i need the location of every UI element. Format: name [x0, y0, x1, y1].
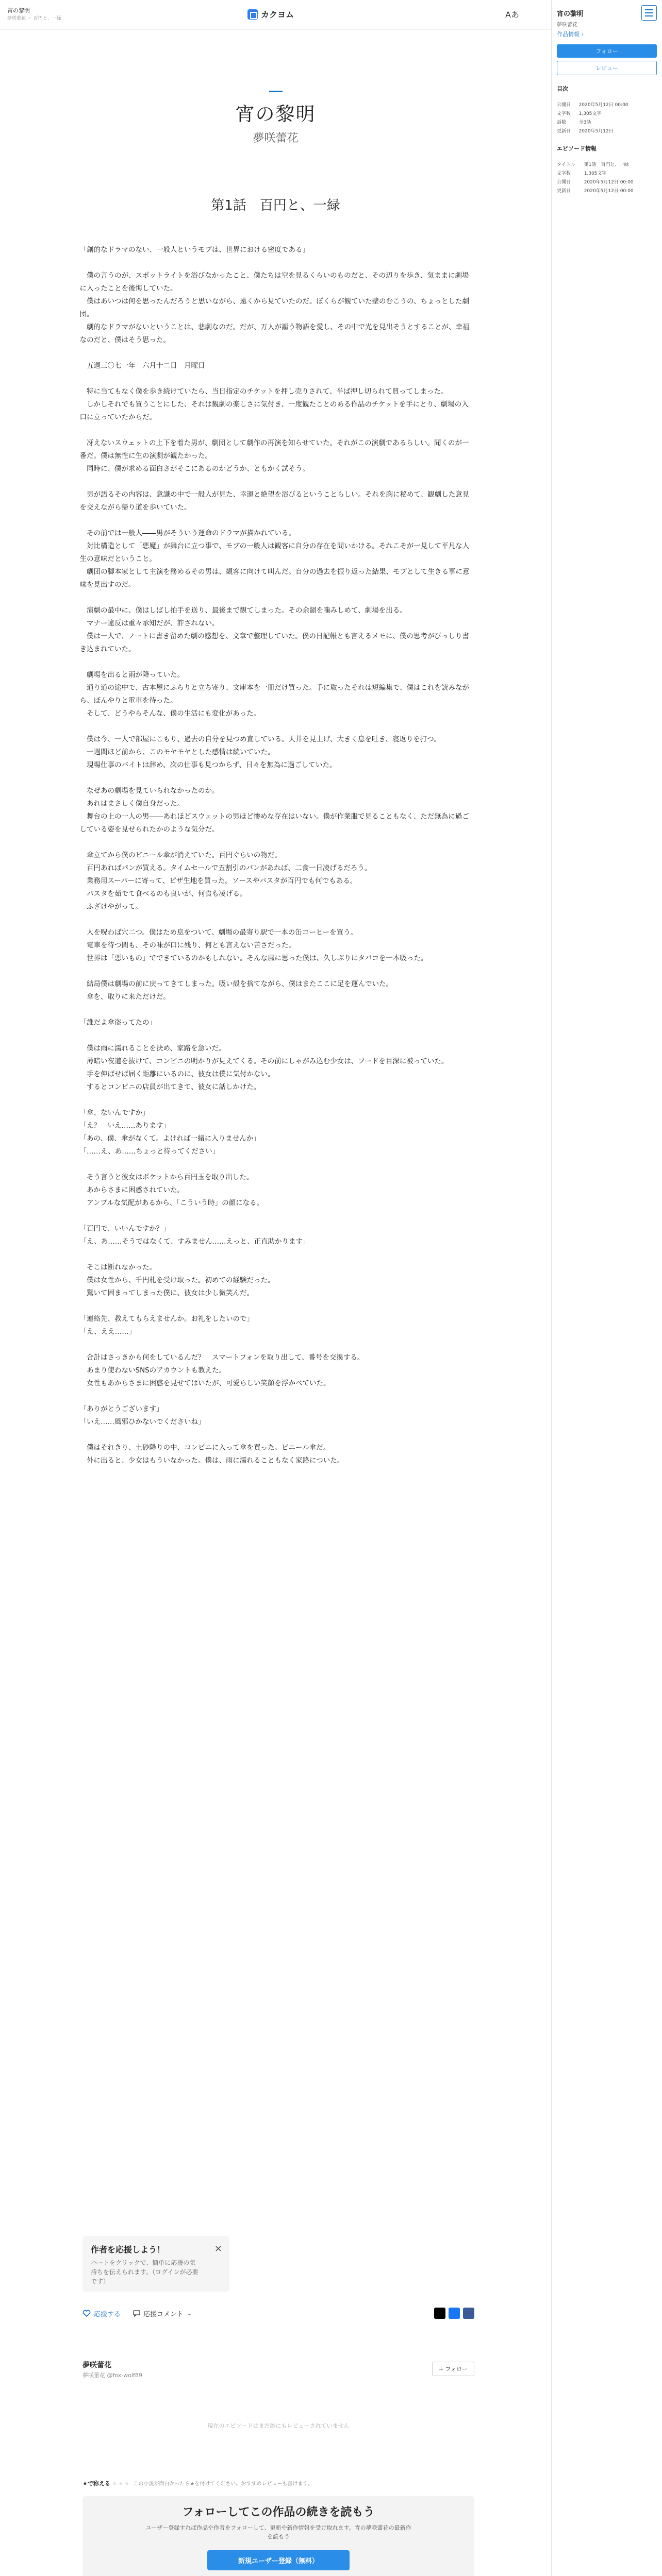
body-paragraph: 劇的なドラマがないということは、悲劇なのだ。だが、万人が謳う物語を愛し、その中で光を見出そうとすることが、幸福なのだと、僕はそう思った。: [79, 323, 470, 344]
body-paragraph: その前では一般人――男がそういう運命のドラマが描かれている。: [79, 529, 295, 537]
chevron-down-icon: ⌄: [187, 2309, 192, 2317]
comment-button[interactable]: [133, 2309, 192, 2318]
body-paragraph: 一週間ほど前から、このモヤモヤとした感情は続いていた。: [79, 748, 275, 756]
body-paragraph: [80, 591, 472, 604]
close-icon[interactable]: ×: [214, 2243, 222, 2254]
author-id: 夢咲蕾花 @fox-wolf89: [82, 2372, 142, 2379]
meta-value: 2020年5月12日 00:00: [584, 189, 634, 194]
body-paragraph: そこは断れなかった。: [79, 1263, 156, 1272]
cheer-button[interactable]: [82, 2309, 121, 2318]
body-paragraph: 通り道の途中で、古本屋にふらりと立ち寄り、文庫本を一冊だけ買った。手に取ったそれは短編集で、僕はこれを読みながら、ぼんやりと電車を待った。: [79, 684, 469, 705]
body-paragraph: 劇団の脚本家として主演を務めるその男は、観客に向けて叫んだ。自分の過去を振り返った結果、モブとして生きる事に意味を見出すのだ。: [79, 568, 470, 589]
header-info[interactable]: [7, 7, 61, 21]
episode-actions: [82, 2306, 474, 2321]
body-paragraph: [80, 372, 472, 385]
body-paragraph: 男が語るその内容は、意識の中で一般人が見た、幸運と絶望を浴びるということらしい。それを胸に秘めて、観劇した意見を交えながら帰り道を歩いていた。: [79, 490, 470, 512]
body-paragraph: 結局僕は劇場の前に戻ってきてしまった。吸い殻を捨てながら、僕はまたここに足を運んでいた。: [79, 980, 393, 988]
sidebar-review-button[interactable]: レビュー: [557, 61, 657, 75]
plus-icon: +: [438, 2366, 445, 2372]
table-row: [557, 177, 657, 186]
meta-value: 第1話 百円と、一緑: [584, 162, 629, 167]
breadcrumb[interactable]: 夢咲蕾花 ・ 百円と、一緑: [7, 16, 61, 21]
body-paragraph: [80, 965, 472, 978]
body-paragraph: [80, 656, 472, 669]
body-paragraph: そして、どうやらそんな、僕の生活にも変化があった。: [79, 709, 261, 718]
body-paragraph: なぜあの劇場を見ていられなかったのか。: [79, 787, 219, 795]
follow-author-button[interactable]: [432, 2362, 474, 2376]
hatena-share-icon[interactable]: [463, 2308, 474, 2319]
body-paragraph: そう言うと彼女はポケットから百円玉を取り出した。: [79, 1173, 254, 1181]
rating-row: [82, 2479, 474, 2487]
meta-value: 1,305文字: [584, 171, 607, 176]
body-paragraph: 百円あればパンが買える。タイムセールで五割引のパンがあれば、二食一日凌げるだろう。: [79, 864, 372, 872]
share-buttons: [434, 2308, 474, 2319]
body-paragraph: [80, 1390, 472, 1403]
meta-value: 2020年5月12日: [578, 129, 614, 134]
rating-text: この小説が面白かったら★を付けてください。おすすめレビューも書けます。: [133, 2481, 313, 2487]
body-paragraph: [80, 476, 472, 488]
body-paragraph: 世界は「悪いもの」でできているのかもしれない。そんな風に思った僕は、久しぶりにタバコを一本吸った。: [79, 954, 428, 962]
logo-icon: [247, 9, 258, 20]
meta-key: 更新日: [557, 189, 571, 194]
body-paragraph: 外に出ると、少女はもういなかった。僕は、雨に濡れることもなく家路についた。: [79, 1456, 344, 1465]
sidebar-work-title[interactable]: 宵の黎明: [557, 10, 584, 18]
body-paragraph: [80, 772, 472, 785]
body-paragraph: 僕はあいつは何を思ったんだろうと思いながら、遠くから見ていたのだ。ぼくらが観ていた壁のむこうの、ちょっとした劇団。: [79, 297, 469, 318]
body-paragraph: 「ありがとうございます」: [79, 1405, 163, 1413]
body-paragraph: 僕の言うのが、スポットライトを浴びなかったこと、僕たちは空を見るくらいのものだと、その辺りを歩き、気ままに劇場に入ったことを後悔していた。: [79, 272, 469, 293]
info-sidebar: [551, 0, 662, 2576]
comment-label: 応援コメント: [143, 2310, 184, 2318]
body-paragraph: 「……え、あ……ちょっと待ってください」: [79, 1147, 220, 1156]
body-paragraph: 傘立てから僕のビニール傘が消えていた。百円ぐらいの物だ。: [79, 851, 282, 859]
episode-info-title: エピソード情報: [557, 145, 597, 152]
body-paragraph: 人を呪わば穴二つ。僕はため息をついて、劇場の最寄り駅で一本の缶コーヒーを買う。: [79, 928, 358, 937]
body-paragraph: [80, 1338, 472, 1351]
facebook-share-icon[interactable]: [449, 2308, 460, 2319]
body-paragraph: 手を伸ばせば届く距離にいるのに、彼女は僕に気付かない。: [79, 1070, 275, 1078]
meta-key: 公開日: [557, 103, 571, 108]
body-paragraph: 特に当てもなく僕を歩き続けていたら、当日指定のチケットを押し売りされて、半ば押し切られて買ってしまった。: [79, 387, 448, 396]
site-logo[interactable]: [247, 8, 294, 20]
body-paragraph: 舞台の上の一人の男――あれほどスウェットの男ほど惨めな存在はいない。僕が作業服で見ることもなく、ただ無為に過ごしている姿を見せられたかのような気分だ。: [79, 812, 469, 834]
body-paragraph: 「傘、ないんですか」: [79, 1109, 150, 1117]
body-paragraph: [80, 424, 472, 437]
body-paragraph: 「いえ……風邪ひかないでくださいね」: [79, 1418, 205, 1426]
body-paragraph: [80, 1429, 472, 1442]
body-paragraph: [80, 514, 472, 527]
body-paragraph: 僕は一人で、ノートに書き留めた劇の感想を、文章で整理していた。僕の日記帳とも言えるメモに、僕の思考がびっしり書き込まれていた。: [79, 632, 469, 653]
table-row: [557, 160, 657, 168]
comment-icon: [133, 2310, 140, 2317]
body-paragraph: [80, 836, 472, 849]
episode-body: [80, 244, 472, 1467]
body-paragraph: するとコンビニの店員が出てきて、彼女に話しかけた。: [79, 1083, 261, 1091]
text-settings-icon[interactable]: Aあ: [505, 10, 519, 20]
table-row: [557, 126, 657, 135]
body-paragraph: しかしそれでも買うことにした、それは観劇の楽しさに気付き、一度観たことのある作品のチケットを手にとり、劇場の入口に立っていたからだ。: [79, 400, 469, 421]
work-author[interactable]: 夢咲蕾花: [253, 132, 299, 145]
body-paragraph: 「え、あ……そうではなくて、すみません……えっと、正直助かります」: [79, 1238, 310, 1246]
body-paragraph: 僕はそれきり、土砂降りの中、コンビニに入って傘を買った。ビニール傘だ。: [79, 1444, 330, 1452]
heart-icon: [82, 2309, 91, 2317]
body-paragraph: アンプルな気配があるから、「こういう時」の顔になる。: [79, 1199, 264, 1207]
toc-title: 目次: [557, 86, 568, 92]
follow-card-text: ユーザー登録すれば作品や作者をフォローして、更新や新作情報を受け取れます。青の夢咲蕾花の最新作を読もう: [145, 2524, 411, 2540]
meta-value: 2020年5月12日 00:00: [578, 103, 628, 108]
cheer-label: 応援する: [94, 2310, 121, 2318]
body-paragraph: 僕は雨に濡れることを決め、家路を急いだ。: [79, 1044, 226, 1053]
body-paragraph: 女性もあからさまに困惑を見せてはいたが、可愛らしい笑顔を浮かべていた。: [79, 1379, 330, 1387]
follow-card: [82, 2496, 474, 2576]
body-paragraph: [80, 1210, 472, 1223]
body-paragraph: あまり使わないSNSのアカウントも教えた。: [79, 1366, 226, 1375]
body-paragraph: [80, 1004, 472, 1016]
body-paragraph: [80, 1158, 472, 1171]
rating-stars[interactable]: ★★★: [112, 2480, 134, 2487]
body-paragraph: 「え？ いえ……あります」: [79, 1122, 170, 1130]
body-paragraph: 同時に、僕が求める面白さがそこにあるのかどうか、ともかく試そう。: [79, 465, 309, 473]
signup-button[interactable]: 新規ユーザー登録（無料）: [207, 2550, 350, 2570]
meta-key: 話数: [557, 120, 567, 125]
table-row: [557, 117, 657, 126]
body-paragraph: 「創的なドラマのない、一般人というモブは、世界における密度である」: [79, 246, 309, 254]
meta-value: 1,305文字: [578, 111, 602, 116]
work-heading: [0, 91, 551, 145]
header-work-title[interactable]: 宵の黎明: [7, 7, 30, 14]
body-paragraph: 「え、ええ……」: [79, 1328, 136, 1336]
table-row: [557, 109, 657, 117]
body-paragraph: 業務用スーパーに寄って、ピザ生地を買った。ソースやパスタが百円でも何でもある。: [79, 877, 357, 885]
meta-key: 更新日: [557, 129, 571, 134]
follow-label: フォロー: [445, 2366, 468, 2372]
body-paragraph: マナー違反は重々承知だが、許されない。: [79, 619, 219, 628]
body-paragraph: パスタを茹でて食べるのも良いが、何食も凌げる。: [79, 890, 247, 898]
body-paragraph: 薄暗い夜道を抜けて、コンビニの明かりが見えてくる。その前にしゃがみ込む少女は、フードを目深に被っていた。: [79, 1057, 449, 1065]
work-meta-table: [557, 100, 657, 135]
sidebar-author[interactable]: 夢咲蕾花: [557, 22, 577, 28]
table-row: [557, 168, 657, 177]
body-paragraph: [80, 1300, 472, 1313]
support-card: [82, 2236, 229, 2292]
body-paragraph: 「誰だよ傘盗ってたの」: [79, 1019, 156, 1027]
episode-meta-table: [557, 160, 657, 195]
sidebar-follow-button[interactable]: フォロー: [557, 44, 657, 58]
body-paragraph: [80, 1248, 472, 1261]
body-paragraph: [80, 1094, 472, 1107]
meta-value: 2020年5月12日 00:00: [584, 180, 634, 185]
body-paragraph: 五週三〇七一年 六月十二日 月曜日: [79, 362, 205, 370]
author-row: [82, 2360, 474, 2379]
author-name[interactable]: 夢咲蕾花: [82, 2361, 111, 2369]
support-text: ハートをクリックで、簡単に応援の気持ちを伝えられます。（ログインが必要です）: [91, 2259, 198, 2285]
body-paragraph: [80, 347, 472, 360]
body-paragraph: 「あの、僕、傘がなくて。よければ一緒に入りませんか」: [79, 1134, 260, 1143]
table-row: [557, 186, 657, 195]
body-paragraph: 演劇の最中に、僕はしばし拍手を送り、最後まで観てしまった。その余韻を噛みしめて、劇場を出る。: [79, 606, 407, 615]
body-paragraph: 劇場を出ると雨が降っていた。: [79, 671, 184, 679]
table-row: [557, 100, 657, 109]
body-paragraph: 合計はさっきから何をしているんだ？ スマートフォンを取り出して、番号を交換する。: [79, 1353, 365, 1362]
reader-header: [0, 0, 551, 30]
body-paragraph: [80, 257, 472, 269]
meta-key: タイトル: [557, 162, 575, 167]
meta-key: 公開日: [557, 180, 571, 185]
menu-icon[interactable]: [641, 5, 657, 21]
work-info-link[interactable]: 作品情報 ›: [557, 31, 584, 38]
body-paragraph: 冴えないスウェットの上下を着た男が、劇団として劇作の再演を知らせていた。それがこの演劇であるらしい。聞くのが一番だ。僕は無性に生の演劇が観たかった。: [79, 439, 469, 460]
body-paragraph: 「百円で、いいんですか？」: [79, 1225, 170, 1233]
meta-key: 文字数: [557, 111, 571, 116]
body-paragraph: [80, 913, 472, 926]
rating-label: ★で称える: [82, 2480, 110, 2487]
body-paragraph: 驚いて固まってしまった僕に、彼女は少し微笑んだ。: [79, 1289, 254, 1297]
body-paragraph: 僕は今、一人で部屋にこもり、過去の自分を見つめ直している。天井を見上げ、大きく息を吐き、寝返りを打つ。: [79, 735, 441, 743]
body-paragraph: [80, 720, 472, 733]
support-title: 作者を応援しよう！: [91, 2245, 166, 2255]
meta-value: 全3話: [578, 120, 591, 125]
body-paragraph: 電車を待つ間も、その味が口に残り、何とも言えない苦さだった。: [79, 941, 295, 950]
body-paragraph: 現場仕事のバイトは辞め、次の仕事も見つからず、日々を無為に過ごしていた。: [79, 761, 337, 769]
body-paragraph: 「連絡先、教えてもらえませんか。お礼をしたいので」: [79, 1315, 254, 1323]
body-paragraph: 傘を、取りに来ただけだ。: [79, 993, 170, 1001]
follow-card-title: フォローしてこの作品の続きを読もう: [182, 2506, 375, 2519]
meta-key: 文字数: [557, 171, 571, 176]
x-share-icon[interactable]: [434, 2308, 445, 2319]
episode-title: 第1話 百円と、一緑: [211, 198, 340, 213]
body-paragraph: 対比構造として「悪魔」が舞台に立つ事で、モブの一般人は観客に自分の存在を問いかける。それこそが一見して平凡な人生の意味だということ。: [79, 542, 470, 563]
body-paragraph: あれはまさしく僕自身だった。: [79, 800, 184, 808]
body-paragraph: あからさまに困惑されていた。: [79, 1186, 184, 1194]
logo-text: カクヨム: [261, 10, 294, 20]
body-paragraph: ふざけやがって。: [79, 903, 142, 911]
work-title[interactable]: 宵の黎明: [235, 103, 316, 125]
review-note: 現在のエピソードはまだ誰にもレビューされていません: [207, 2422, 350, 2429]
body-paragraph: [80, 1029, 472, 1042]
body-paragraph: 僕は女性から、千円札を受け取った。初めての経験だった。: [79, 1276, 275, 1284]
title-accent-bar: [269, 91, 283, 92]
